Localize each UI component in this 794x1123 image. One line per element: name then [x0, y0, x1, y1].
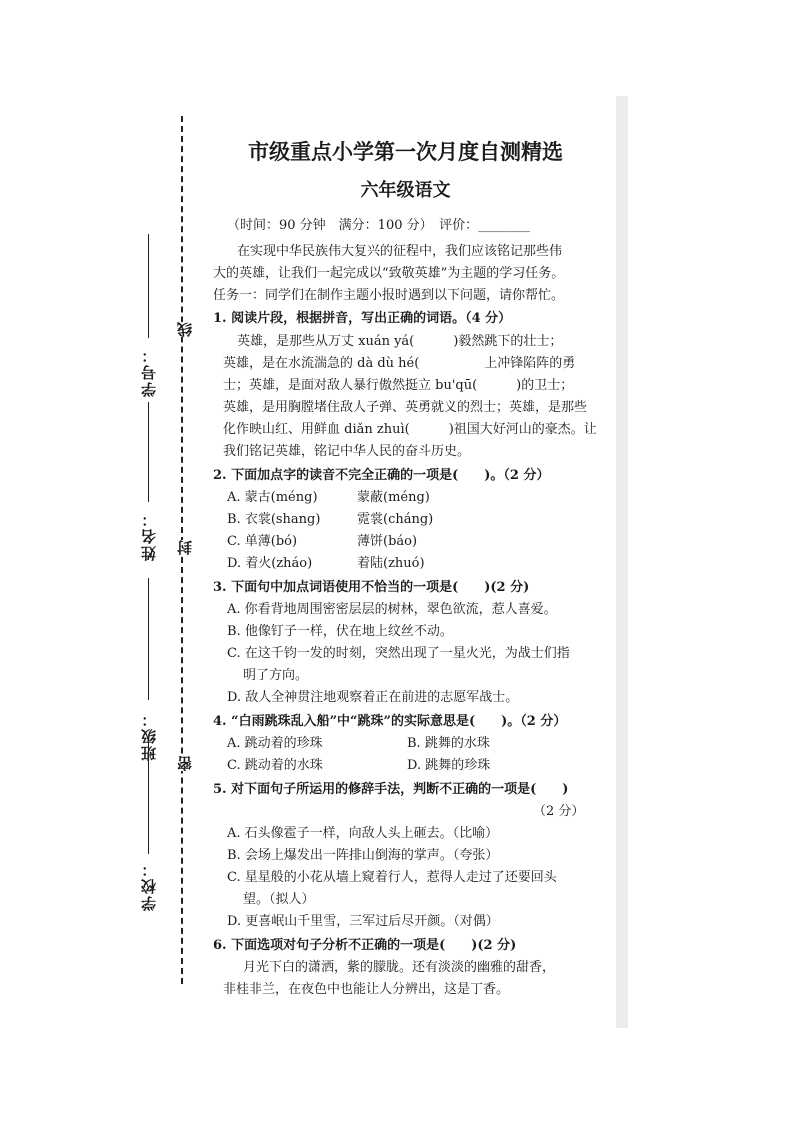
q3-stem: 3. 下面句中加点词语使用不恰当的一项是( )(2 分)	[213, 580, 530, 595]
q3-option-a: A. 你看背地周围密密层层的树林，翠色欲流，惹人喜爱。	[227, 602, 557, 617]
q1-line-6: 我们铭记英雄，铭记中华人民的奋斗历史。	[223, 444, 471, 459]
q6-passage-line-1: 月光下白的潇洒，紫的朦胧。还有淡淡的幽雅的甜香，	[243, 960, 556, 975]
q5-option-a: A. 石头像雹子一样，向敌人头上砸去。（比喻）	[227, 826, 499, 841]
q4-option-d: D. 跳舞的珍珠	[407, 758, 491, 773]
q2-stem: 2. 下面加点字的读音不完全正确的一项是( )。（2 分）	[213, 468, 550, 483]
q5-option-b: B. 会场上爆发出一阵排山倒海的掌声。（夸张）	[227, 848, 499, 863]
q2-option-c	[227, 530, 612, 549]
q4-option-b: B. 跳舞的水珠	[407, 736, 490, 751]
q6-passage-line-2: 非桂非兰，在夜色中也能让人分辨出，这是丁香。	[223, 982, 510, 997]
q2-option-c-left: C. 单薄(bó)	[227, 534, 298, 549]
intro-line-2: 大的英雄，让我们一起完成以“致敬英雄”为主题的学习任务。	[213, 266, 565, 281]
q2-option-a	[227, 486, 612, 505]
q2-option-b-left: B. 衣裳(shang)	[227, 512, 321, 527]
q4-option-c: C. 跳动着的水珠	[227, 758, 323, 773]
seal-char-line: 线	[176, 322, 194, 337]
name-label: 姓名：	[140, 510, 158, 561]
name-field-line[interactable]	[148, 402, 149, 502]
q2-option-d-left: D. 着火(zháo)	[227, 556, 313, 571]
q2-option-b	[227, 508, 612, 527]
q4-stem: 4. “白雨跳珠乱入船”中“跳珠”的实际意思是( )。（2 分）	[213, 714, 567, 729]
exam-title: 市级重点小学第一次月度自测精选	[248, 139, 563, 164]
q2-option-c-right: 薄饼(báo)	[357, 534, 418, 549]
q3-option-c-cont: 明了方向。	[243, 668, 309, 683]
number-field-line[interactable]	[148, 234, 149, 338]
seal-char-seal: 封	[176, 540, 194, 555]
class-field-line[interactable]	[148, 578, 149, 700]
q4-option-a: A. 跳动着的珍珠	[227, 736, 323, 751]
class-label: 班级：	[140, 710, 158, 761]
q5-option-d: D. 更喜岷山千里雪，三军过后尽开颜。（对偶）	[227, 914, 499, 929]
q3-option-d: D. 敌人全神贯注地观察着正在前进的志愿军战士。	[227, 690, 519, 705]
q2-option-b-right: 霓裳(cháng)	[357, 512, 434, 527]
q3-option-b: B. 他像钉子一样，伏在地上纹丝不动。	[227, 624, 453, 639]
intro-line-1: 在实现中华民族伟大复兴的征程中，我们应该铭记那些伟	[237, 244, 563, 259]
exam-subtitle: 六年级语文	[360, 180, 451, 201]
seal-char-secret: 密	[176, 756, 194, 771]
q1-line-5: 化作映山红、用鲜血 diǎn zhuì( )祖国大好河山的豪杰。让	[223, 422, 597, 437]
q2-option-a-left: A. 蒙古(méng)	[227, 490, 318, 505]
q1-line-4: 英雄，是用胸膛堵住敌人子弹、英勇就义的烈士；英雄，是那些	[223, 400, 588, 415]
q5-stem: 5. 对下面句子所运用的修辞手法，判断不正确的一项是( )	[213, 782, 569, 797]
q5-option-c: C. 星星般的小花从墙上窥着行人，惹得人走过了还要回头	[227, 870, 557, 885]
q6-stem: 6. 下面选项对句子分析不正确的一项是( )(2 分)	[213, 938, 517, 953]
task1-line: 任务一：同学们在制作主题小报时遇到以下问题，请你帮忙。	[213, 288, 565, 303]
q1-line-1: 英雄，是那些从万丈 xuán yá( )毅然跳下的壮士；	[237, 334, 563, 349]
q4-option-row-2	[227, 754, 612, 773]
q2-option-d-right: 着陆(zhuó)	[357, 556, 425, 571]
q1-line-3: 士；英雄，是面对敌人暴行傲然挺立 bu'qū( )的卫士；	[223, 378, 574, 393]
q1-line-2: 英雄，是在水流湍急的 dà dù hé( 上冲锋陷阵的勇	[223, 356, 576, 371]
q1-stem: 1. 阅读片段，根据拼音，写出正确的词语。（4 分）	[213, 311, 512, 326]
number-label: 学号：	[140, 346, 158, 397]
q5-option-c-cont: 望。（拟人）	[243, 892, 315, 907]
q2-option-d	[227, 552, 612, 571]
school-label: 学校：	[140, 860, 158, 911]
exam-meta: （时间：90 分钟 满分：100 分） 评价：________	[227, 218, 531, 233]
q5-score: （2 分）	[533, 804, 585, 819]
q2-option-a-right: 蒙蔽(méng)	[357, 490, 430, 505]
q3-option-c: C. 在这千钧一发的时刻，突然出现了一星火光，为战士们指	[227, 646, 570, 661]
q4-option-row-1	[227, 732, 612, 751]
